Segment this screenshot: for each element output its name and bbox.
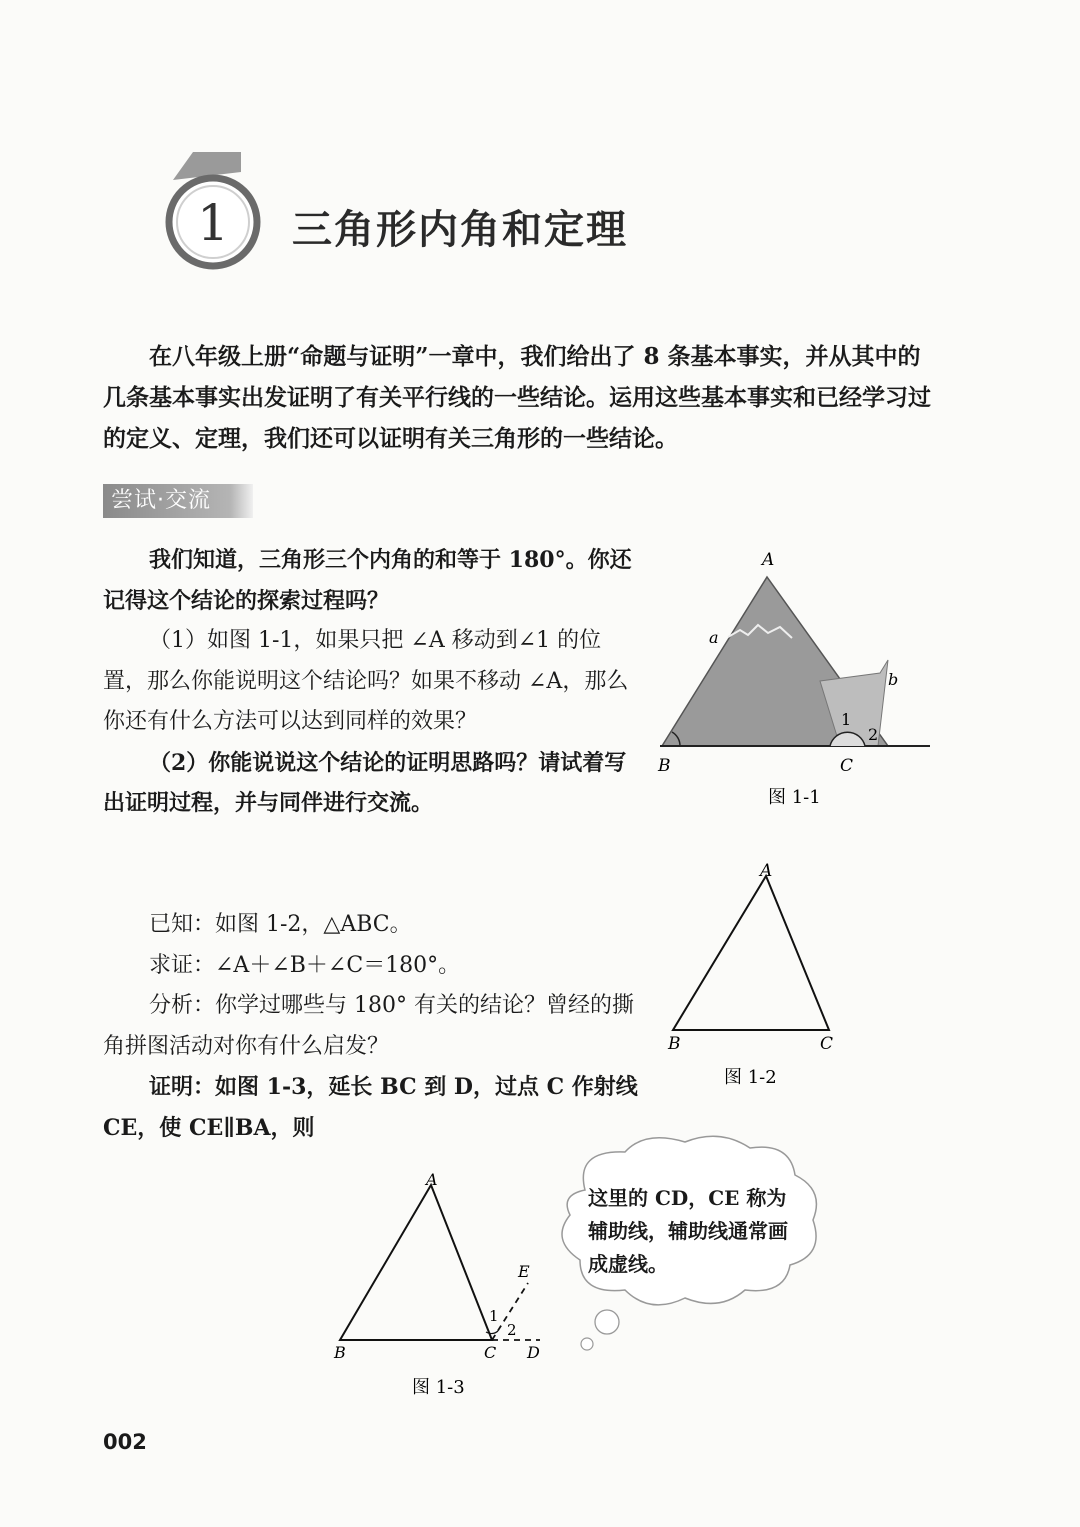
intro-paragraph: 在八年级上册“命题与证明”一章中，我们给出了 8 条基本事实，并从其中的几条基本事实出发证明了有关平行线的一些结论。运用这些基本事实和已经学习过的定义、定理，我们还可以证明有关三角形的一些结论。	[103, 343, 931, 452]
fig1-label-1: 1	[841, 710, 852, 729]
fig1-label-A: A	[762, 550, 775, 570]
fig1-label-2: 2	[868, 725, 879, 744]
fig1-label-a: a	[709, 628, 719, 647]
section-number: 1	[197, 194, 229, 252]
fig3-label-B: B	[334, 1343, 346, 1362]
page-number: 002	[103, 1430, 147, 1454]
fig1-label-B: B	[658, 756, 671, 776]
fig1-caption: 图 1-1	[768, 787, 821, 808]
try-paragraph-2: （1）如图 1-1，如果只把 ∠A 移动到∠1 的位置，那么你能说明这个结论吗？如果不移动 ∠A，那么你还有什么方法可以达到同样的效果？	[103, 628, 629, 734]
fig3-label-A: A	[426, 1170, 438, 1189]
section-title: 三角形内角和定理	[292, 207, 628, 253]
fig3-label-2: 2	[507, 1321, 517, 1339]
analysis-line: 分析：你学过哪些与 180° 有关的结论？曾经的撕角拼图活动对你有什么启发？	[103, 993, 634, 1059]
fig3-label-C: C	[484, 1343, 497, 1362]
fig1-label-b: b	[888, 670, 899, 689]
fig3-label-1: 1	[489, 1307, 499, 1325]
fig1-label-C: C	[840, 756, 854, 776]
fig3-caption: 图 1-3	[412, 1377, 465, 1398]
given-line: 已知：如图 1-2，△ABC。	[149, 912, 412, 937]
proof-text	[103, 905, 643, 1148]
section-number-badge	[165, 150, 275, 270]
intro-text	[103, 336, 943, 459]
try-paragraph-3: （2）你能说说这个结论的证明思路吗？请试着写出证明过程，并与同伴进行交流。	[103, 749, 627, 816]
try-exchange-text	[103, 540, 643, 824]
fig3-label-D: D	[527, 1343, 540, 1362]
proof-line: 证明：如图 1-3，延长 BC 到 D，过点 C 作射线 CE，使 CE∥BA，则	[103, 1074, 638, 1141]
figure-1-3	[330, 1165, 560, 1405]
prove-line: 求证：∠A＋∠B＋∠C＝180°。	[149, 952, 461, 978]
bubble-text: 这里的 CD，CE 称为辅助线，辅助线通常画成虚线。	[588, 1186, 788, 1276]
fig2-caption: 图 1-2	[724, 1067, 777, 1088]
try-exchange-tag: 尝试·交流	[103, 484, 253, 518]
figure-1-1	[650, 545, 940, 815]
fig2-label-A: A	[760, 861, 773, 881]
figure-1-2	[660, 858, 860, 1098]
try-paragraph-1: 我们知道，三角形三个内角的和等于 180°。你还记得这个结论的探索过程吗？	[103, 547, 632, 614]
fig3-label-E: E	[518, 1262, 530, 1281]
fig2-label-B: B	[668, 1034, 681, 1054]
fig2-label-C: C	[820, 1034, 834, 1054]
